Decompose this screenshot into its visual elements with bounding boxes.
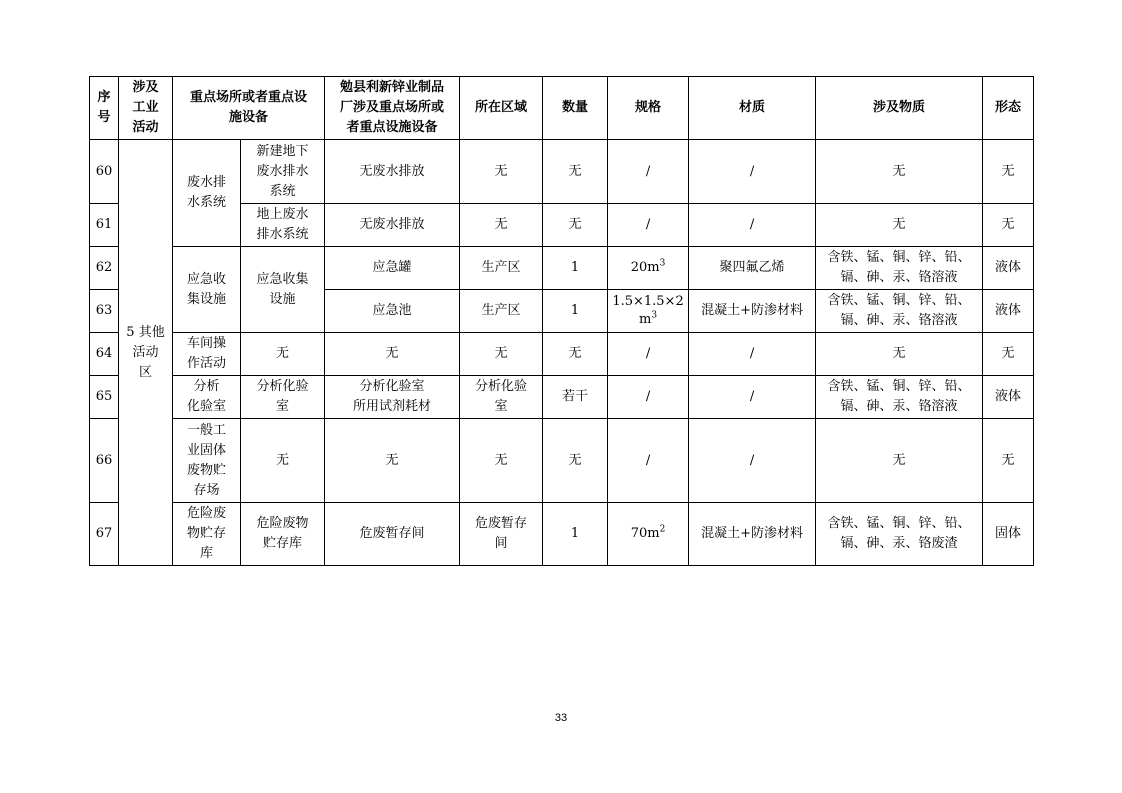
form-cell: 无 <box>983 419 1034 503</box>
form-cell: 液体 <box>983 376 1034 419</box>
spec-exponent: 2 <box>659 524 666 535</box>
seq-cell: 63 <box>90 290 119 333</box>
company-facility-cell: 应急罐 <box>325 247 460 290</box>
area-cell: 无 <box>460 204 543 247</box>
header-activity: 涉及 工业 活动 <box>119 77 173 140</box>
substances-cell: 无 <box>816 140 983 204</box>
spec-value: 1.5×1.5×2 m <box>612 294 684 327</box>
quantity-cell: 无 <box>543 333 608 376</box>
table-row <box>90 376 1034 419</box>
facility-cell: 分析化验 室 <box>241 376 325 419</box>
spec-cell: / <box>608 140 689 204</box>
company-facility-cell: 无废水排放 <box>325 204 460 247</box>
table-row <box>90 333 1034 376</box>
company-facility-cell: 无 <box>325 419 460 503</box>
document-table <box>89 76 1034 566</box>
seq-cell: 61 <box>90 204 119 247</box>
seq-cell: 62 <box>90 247 119 290</box>
form-cell: 无 <box>983 333 1034 376</box>
company-facility-cell: 应急池 <box>325 290 460 333</box>
header-seq: 序 号 <box>90 77 119 140</box>
spec-cell <box>608 247 689 290</box>
header-spec: 规格 <box>608 77 689 140</box>
quantity-cell: 1 <box>543 290 608 333</box>
header-company-facility: 勉县利新锌业制品 厂涉及重点场所或 者重点设施设备 <box>325 77 460 140</box>
spec-exponent: 3 <box>659 258 666 269</box>
spec-cell: / <box>608 376 689 419</box>
header-area: 所在区域 <box>460 77 543 140</box>
area-cell: 生产区 <box>460 290 543 333</box>
seq-cell: 65 <box>90 376 119 419</box>
facility-cell: 地上废水 排水系统 <box>241 204 325 247</box>
material-cell: / <box>689 204 816 247</box>
material-cell: / <box>689 140 816 204</box>
substances-cell: 含铁、锰、铜、锌、铅、 镉、砷、汞、铬溶液 <box>816 247 983 290</box>
material-cell: 混凝土+防渗材料 <box>689 290 816 333</box>
seq-cell: 66 <box>90 419 119 503</box>
header-substances: 涉及物质 <box>816 77 983 140</box>
header-quantity: 数量 <box>543 77 608 140</box>
header-material: 材质 <box>689 77 816 140</box>
form-cell: 无 <box>983 204 1034 247</box>
spec-cell <box>608 290 689 333</box>
quantity-cell: 无 <box>543 140 608 204</box>
quantity-cell: 无 <box>543 204 608 247</box>
quantity-cell: 1 <box>543 247 608 290</box>
quantity-cell: 1 <box>543 503 608 566</box>
area-cell: 分析化验 室 <box>460 376 543 419</box>
quantity-cell: 若干 <box>543 376 608 419</box>
company-facility-cell: 危废暂存间 <box>325 503 460 566</box>
seq-cell: 60 <box>90 140 119 204</box>
company-facility-cell: 无废水排放 <box>325 140 460 204</box>
header-key-facility: 重点场所或者重点设 施设备 <box>173 77 325 140</box>
facility-cell: 无 <box>241 333 325 376</box>
table-row <box>90 140 1034 204</box>
seq-cell: 64 <box>90 333 119 376</box>
substances-cell: 含铁、锰、铜、锌、铅、 镉、砷、汞、铬溶液 <box>816 290 983 333</box>
facility-cell: 危险废物 贮存库 <box>241 503 325 566</box>
substances-cell: 无 <box>816 419 983 503</box>
category-cell: 一般工 业固体 废物贮 存场 <box>173 419 241 503</box>
spec-cell: / <box>608 204 689 247</box>
form-cell: 固体 <box>983 503 1034 566</box>
material-cell: 混凝土+防渗材料 <box>689 503 816 566</box>
category-cell: 危险废 物贮存 库 <box>173 503 241 566</box>
area-cell: 无 <box>460 140 543 204</box>
spec-exponent: 3 <box>651 310 658 321</box>
substances-cell: 含铁、锰、铜、锌、铅、 镉、砷、汞、铬溶液 <box>816 376 983 419</box>
material-cell: / <box>689 333 816 376</box>
table-row <box>90 503 1034 566</box>
material-cell: / <box>689 419 816 503</box>
spec-value: 20m <box>630 260 660 275</box>
header-form: 形态 <box>983 77 1034 140</box>
spec-value: 70m <box>630 526 660 541</box>
page-number: 33 <box>554 712 568 724</box>
form-cell: 液体 <box>983 290 1034 333</box>
quantity-cell: 无 <box>543 419 608 503</box>
substances-cell: 无 <box>816 204 983 247</box>
area-cell: 生产区 <box>460 247 543 290</box>
seq-cell: 67 <box>90 503 119 566</box>
category-cell: 车间操 作活动 <box>173 333 241 376</box>
table-row <box>90 419 1034 503</box>
area-cell: 无 <box>460 419 543 503</box>
facility-cell: 无 <box>241 419 325 503</box>
form-cell: 无 <box>983 140 1034 204</box>
facility-cell: 新建地下 废水排水 系统 <box>241 140 325 204</box>
form-cell: 液体 <box>983 247 1034 290</box>
table-row <box>90 247 1034 290</box>
category-cell: 分析 化验室 <box>173 376 241 419</box>
facility-cell: 应急收集 设施 <box>241 247 325 333</box>
material-cell: 聚四氟乙烯 <box>689 247 816 290</box>
spec-cell <box>608 503 689 566</box>
category-cell: 废水排 水系统 <box>173 140 241 247</box>
activity-group-cell: 5 其他 活动 区 <box>119 140 173 566</box>
substances-cell: 无 <box>816 333 983 376</box>
area-cell: 无 <box>460 333 543 376</box>
header-row <box>90 77 1034 140</box>
company-facility-cell: 分析化验室 所用试剂耗材 <box>325 376 460 419</box>
spec-cell: / <box>608 419 689 503</box>
substances-cell: 含铁、锰、铜、锌、铅、 镉、砷、汞、铬废渣 <box>816 503 983 566</box>
area-cell: 危废暂存 间 <box>460 503 543 566</box>
spec-cell: / <box>608 333 689 376</box>
material-cell: / <box>689 376 816 419</box>
category-cell: 应急收 集设施 <box>173 247 241 333</box>
company-facility-cell: 无 <box>325 333 460 376</box>
